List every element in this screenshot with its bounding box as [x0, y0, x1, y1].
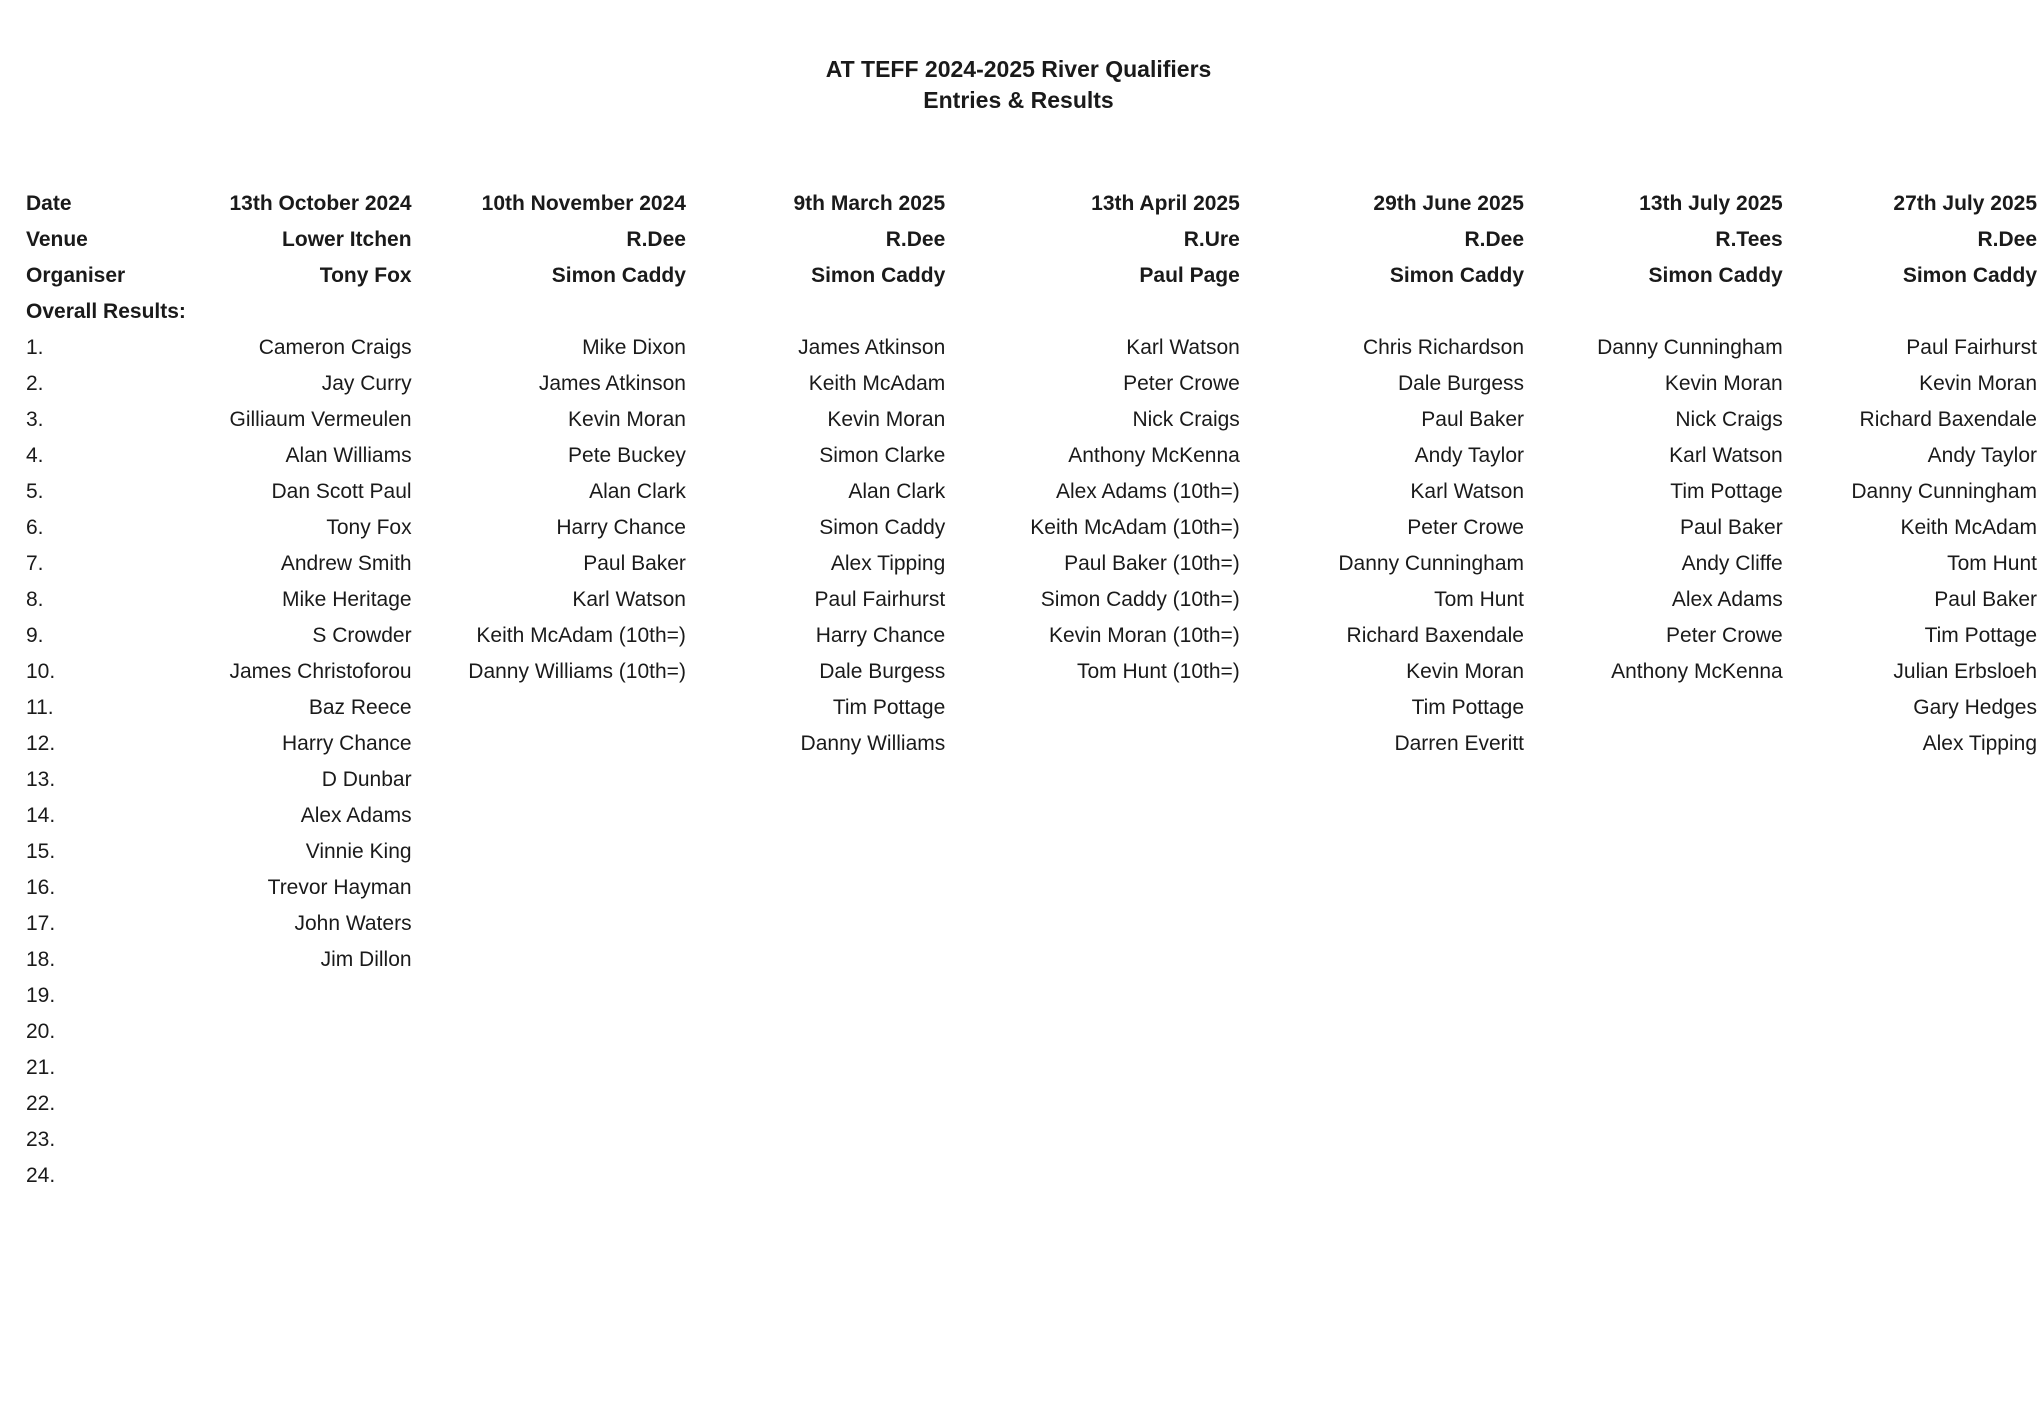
- empty-cell: [1783, 1086, 2037, 1122]
- empty-cell: [186, 978, 412, 1014]
- empty-cell: [686, 942, 945, 978]
- result-cell: Peter Crowe: [1407, 516, 1524, 539]
- result-cell: Peter Crowe: [1666, 624, 1783, 647]
- result-cell: Alex Tipping: [830, 552, 946, 575]
- result-cell: Kevin Moran: [827, 408, 946, 431]
- result-cell: Paul Baker: [1934, 588, 2037, 611]
- empty-cell: [686, 906, 945, 942]
- empty-cell: [1240, 870, 1524, 906]
- rank-label: 13.: [26, 768, 56, 791]
- result-cell: Tim Pottage: [1924, 624, 2037, 647]
- result-cell: Keith McAdam: [808, 372, 946, 395]
- empty-cell: [186, 1014, 412, 1050]
- rank-label: 12.: [26, 732, 56, 755]
- result-cell: Alan Clark: [589, 480, 686, 503]
- empty-cell: [686, 978, 945, 1014]
- empty-cell: [1783, 942, 2037, 978]
- empty-cell: [945, 1122, 1240, 1158]
- empty-cell: [686, 870, 945, 906]
- empty-cell: [686, 1122, 945, 1158]
- result-cell: Danny Cunningham: [1338, 552, 1524, 575]
- rank-label: 22.: [26, 1092, 56, 1115]
- empty-cell: [1524, 690, 1783, 726]
- result-row-6: [26, 510, 2037, 546]
- venue-cell: R.Dee: [1464, 228, 1524, 251]
- rank-label: 24.: [26, 1164, 56, 1187]
- result-cell: Dan Scott Paul: [271, 480, 412, 503]
- empty-cell: [1524, 1122, 1783, 1158]
- empty-cell: [686, 1086, 945, 1122]
- empty-cell: [1524, 942, 1783, 978]
- organiser-cell: Simon Caddy: [1389, 264, 1524, 287]
- result-cell: Tom Hunt: [1434, 588, 1524, 611]
- result-cell: Julian Erbsloeh: [1893, 660, 2037, 683]
- empty-cell: [945, 942, 1240, 978]
- empty-cell: [945, 978, 1240, 1014]
- result-cell: Gary Hedges: [1913, 696, 2037, 719]
- empty-cell: [1240, 1158, 1524, 1194]
- empty-cell: [1240, 942, 1524, 978]
- result-cell: Alex Adams (10th=): [1055, 480, 1240, 503]
- rank-label: 20.: [26, 1020, 56, 1043]
- empty-cell: [412, 762, 686, 798]
- result-cell: Keith McAdam (10th=): [1030, 516, 1240, 539]
- rank-label: 16.: [26, 876, 56, 899]
- empty-cell: [412, 978, 686, 1014]
- empty-cell: [1524, 1086, 1783, 1122]
- result-cell: Karl Watson: [572, 588, 686, 611]
- empty-cell: [945, 1158, 1240, 1194]
- result-cell: Pete Buckey: [568, 444, 686, 467]
- result-row-23: [26, 1122, 2037, 1158]
- result-cell: Danny Williams (10th=): [468, 660, 686, 683]
- rank-label: 1.: [26, 336, 44, 359]
- result-cell: Peter Crowe: [1123, 372, 1240, 395]
- result-row-10: [26, 654, 2037, 690]
- result-cell: Kevin Moran: [1406, 660, 1524, 683]
- result-cell: Paul Fairhurst: [1906, 336, 2037, 359]
- organiser-cell: Simon Caddy: [811, 264, 946, 287]
- result-row-22: [26, 1086, 2037, 1122]
- result-row-16: [26, 870, 2037, 906]
- rank-label: 3.: [26, 408, 44, 431]
- result-cell: Alex Tipping: [1922, 732, 2037, 755]
- result-row-2: [26, 366, 2037, 402]
- result-cell: Anthony McKenna: [1068, 444, 1240, 467]
- empty-cell: [1240, 1122, 1524, 1158]
- page-title-line1: AT TEFF 2024-2025 River Qualifiers: [825, 56, 1212, 82]
- empty-cell: [686, 1158, 945, 1194]
- result-cell: Danny Williams: [800, 732, 946, 755]
- result-cell: Tom Hunt (10th=): [1076, 660, 1240, 683]
- result-cell: Dale Burgess: [819, 660, 946, 683]
- result-cell: Nick Craigs: [1132, 408, 1240, 431]
- rank-label: 8.: [26, 588, 44, 611]
- empty-cell: [1524, 870, 1783, 906]
- result-cell: Paul Baker (10th=): [1064, 552, 1240, 575]
- empty-cell: [945, 726, 1240, 762]
- empty-cell: [1783, 762, 2037, 798]
- empty-cell: [412, 834, 686, 870]
- empty-cell: [1783, 1158, 2037, 1194]
- venue-row: [26, 222, 2037, 258]
- organiser-cell: Tony Fox: [319, 264, 412, 287]
- rank-label: 2.: [26, 372, 44, 395]
- result-row-11: [26, 690, 2037, 726]
- empty-cell: [1240, 1050, 1524, 1086]
- empty-cell: [1783, 978, 2037, 1014]
- rank-label: 17.: [26, 912, 56, 935]
- result-cell: Kevin Moran: [568, 408, 686, 431]
- result-cell: Mike Dixon: [582, 336, 686, 359]
- empty-cell: [1240, 1014, 1524, 1050]
- empty-cell: [412, 1086, 686, 1122]
- empty-cell: [945, 1014, 1240, 1050]
- result-cell: Baz Reece: [308, 696, 412, 719]
- result-cell: Richard Baxendale: [1346, 624, 1524, 647]
- result-cell: Harry Chance: [556, 516, 686, 539]
- venue-cell: R.Dee: [885, 228, 946, 251]
- empty-cell: [1783, 1014, 2037, 1050]
- result-cell: Paul Baker: [583, 552, 686, 575]
- empty-cell: [1524, 978, 1783, 1014]
- result-cell: James Atkinson: [798, 336, 946, 359]
- result-row-15: [26, 834, 2037, 870]
- empty-cell: [945, 762, 1240, 798]
- result-cell: Simon Caddy: [819, 516, 946, 539]
- rank-label: 6.: [26, 516, 44, 539]
- empty-cell: [945, 798, 1240, 834]
- result-row-7: [26, 546, 2037, 582]
- overall-results-row: [26, 294, 2037, 330]
- page-title-line2: Entries & Results: [923, 87, 1114, 113]
- empty-cell: [945, 834, 1240, 870]
- result-cell: Jim Dillon: [320, 948, 412, 971]
- result-cell: D Dunbar: [321, 768, 412, 791]
- result-row-8: [26, 582, 2037, 618]
- result-cell: Andrew Smith: [280, 552, 412, 575]
- empty-cell: [1783, 834, 2037, 870]
- result-cell: Anthony McKenna: [1611, 660, 1783, 683]
- empty-cell: [1240, 798, 1524, 834]
- result-cell: Kevin Moran (10th=): [1048, 624, 1240, 647]
- result-cell: Harry Chance: [282, 732, 412, 755]
- result-cell: Karl Watson: [1126, 336, 1240, 359]
- result-cell: Andy Cliffe: [1681, 552, 1783, 575]
- rank-label: 9.: [26, 624, 44, 647]
- empty-cell: [1524, 1050, 1783, 1086]
- rank-label: 5.: [26, 480, 44, 503]
- organiser-cell: Simon Caddy: [551, 264, 686, 287]
- empty-cell: [412, 1050, 686, 1086]
- empty-cell: [1240, 1086, 1524, 1122]
- empty-cell: [1240, 978, 1524, 1014]
- organiser-cell: Paul Page: [1139, 264, 1240, 287]
- page-title: [0, 54, 2037, 116]
- empty-cell: [412, 690, 686, 726]
- empty-cell: [1524, 1014, 1783, 1050]
- result-cell: Trevor Hayman: [267, 876, 412, 899]
- result-cell: Simon Caddy (10th=): [1040, 588, 1240, 611]
- result-row-20: [26, 1014, 2037, 1050]
- venue-cell: Lower Itchen: [282, 228, 412, 251]
- date-cell: 29th June 2025: [1373, 192, 1524, 215]
- empty-cell: [686, 1050, 945, 1086]
- result-cell: Alan Clark: [848, 480, 946, 503]
- result-cell: Kevin Moran: [1664, 372, 1783, 395]
- venue-cell: R.Tees: [1715, 228, 1783, 251]
- rank-label: 7.: [26, 552, 44, 575]
- result-cell: Gilliaum Vermeulen: [229, 408, 412, 431]
- empty-cell: [1524, 834, 1783, 870]
- result-cell: Alan Williams: [285, 444, 412, 467]
- rank-label: 19.: [26, 984, 56, 1007]
- empty-cell: [1240, 906, 1524, 942]
- rank-label: 21.: [26, 1056, 56, 1079]
- empty-cell: [945, 690, 1240, 726]
- empty-cell: [686, 294, 945, 330]
- rank-label: 15.: [26, 840, 56, 863]
- result-cell: Andy Taylor: [1927, 444, 2037, 467]
- organiser-cell: Simon Caddy: [1648, 264, 1783, 287]
- date-cell: 13th October 2024: [229, 192, 412, 215]
- empty-cell: [412, 942, 686, 978]
- empty-cell: [1524, 726, 1783, 762]
- result-cell: Alex Adams: [1671, 588, 1783, 611]
- result-cell: Karl Watson: [1669, 444, 1783, 467]
- result-cell: Cameron Craigs: [258, 336, 412, 359]
- result-cell: Tim Pottage: [1411, 696, 1524, 719]
- result-cell: Andy Taylor: [1414, 444, 1524, 467]
- overall-results-label: Overall Results:: [26, 300, 186, 323]
- result-row-1: [26, 330, 2037, 366]
- empty-cell: [686, 762, 945, 798]
- rank-label: 14.: [26, 804, 56, 827]
- empty-cell: [186, 1050, 412, 1086]
- empty-cell: [1524, 1158, 1783, 1194]
- empty-cell: [945, 870, 1240, 906]
- result-row-17: [26, 906, 2037, 942]
- empty-cell: [1240, 834, 1524, 870]
- date-cell: 27th July 2025: [1893, 192, 2037, 215]
- organiser-row: [26, 258, 2037, 294]
- empty-cell: [686, 1014, 945, 1050]
- rank-label: 23.: [26, 1128, 56, 1151]
- result-cell: Darren Everitt: [1394, 732, 1524, 755]
- result-cell: Keith McAdam: [1900, 516, 2037, 539]
- result-cell: Paul Fairhurst: [814, 588, 946, 611]
- result-cell: Tom Hunt: [1947, 552, 2037, 575]
- empty-cell: [945, 906, 1240, 942]
- rank-label: 11.: [26, 696, 54, 719]
- empty-cell: [186, 1086, 412, 1122]
- result-row-24: [26, 1158, 2037, 1194]
- result-cell: Danny Cunningham: [1597, 336, 1783, 359]
- empty-cell: [1524, 906, 1783, 942]
- empty-cell: [1783, 1050, 2037, 1086]
- result-cell: Mike Heritage: [282, 588, 412, 611]
- result-cell: Richard Baxendale: [1859, 408, 2037, 431]
- result-cell: Dale Burgess: [1397, 372, 1524, 395]
- venue-cell: R.Dee: [1977, 228, 2037, 251]
- result-cell: Danny Cunningham: [1851, 480, 2037, 503]
- result-cell: S Crowder: [312, 624, 412, 647]
- rank-label: 10.: [26, 660, 56, 683]
- result-row-18: [26, 942, 2037, 978]
- result-row-4: [26, 438, 2037, 474]
- date-cell: 13th April 2025: [1091, 192, 1240, 215]
- empty-cell: [412, 294, 686, 330]
- result-row-3: [26, 402, 2037, 438]
- empty-cell: [686, 834, 945, 870]
- rank-label: 18.: [26, 948, 56, 971]
- date-cell: 13th July 2025: [1639, 192, 1783, 215]
- empty-cell: [412, 1158, 686, 1194]
- date-row: [26, 186, 2037, 222]
- result-row-14: [26, 798, 2037, 834]
- result-cell: Tim Pottage: [832, 696, 946, 719]
- result-cell: Chris Richardson: [1362, 336, 1524, 359]
- empty-cell: [412, 726, 686, 762]
- result-cell: Vinnie King: [305, 840, 412, 863]
- empty-cell: [945, 294, 1240, 330]
- results-table: [26, 186, 2037, 1194]
- result-row-19: [26, 978, 2037, 1014]
- result-cell: Paul Baker: [1680, 516, 1783, 539]
- empty-cell: [186, 1158, 412, 1194]
- empty-cell: [1524, 762, 1783, 798]
- venue-cell: R.Dee: [626, 228, 686, 251]
- empty-cell: [1240, 762, 1524, 798]
- venue-row-label: Venue: [26, 228, 88, 251]
- result-row-13: [26, 762, 2037, 798]
- result-row-9: [26, 618, 2037, 654]
- empty-cell: [412, 870, 686, 906]
- empty-cell: [412, 1122, 686, 1158]
- result-cell: Tim Pottage: [1670, 480, 1783, 503]
- result-cell: Jay Curry: [321, 372, 412, 395]
- result-cell: Tony Fox: [326, 516, 412, 539]
- result-cell: James Christoforou: [229, 660, 412, 683]
- empty-cell: [412, 1014, 686, 1050]
- empty-cell: [1783, 1122, 2037, 1158]
- empty-cell: [945, 1050, 1240, 1086]
- result-cell: Simon Clarke: [819, 444, 946, 467]
- empty-cell: [1240, 294, 1524, 330]
- empty-cell: [1524, 294, 1783, 330]
- result-cell: John Waters: [294, 912, 412, 935]
- result-cell: James Atkinson: [538, 372, 686, 395]
- organiser-row-label: Organiser: [26, 264, 126, 287]
- empty-cell: [186, 294, 412, 330]
- empty-cell: [1783, 798, 2037, 834]
- result-row-12: [26, 726, 2037, 762]
- rank-label: 4.: [26, 444, 44, 467]
- date-cell: 9th March 2025: [793, 192, 946, 215]
- result-cell: Nick Craigs: [1675, 408, 1783, 431]
- empty-cell: [1783, 294, 2037, 330]
- result-row-5: [26, 474, 2037, 510]
- empty-cell: [186, 1122, 412, 1158]
- empty-cell: [945, 1086, 1240, 1122]
- empty-cell: [1524, 798, 1783, 834]
- result-cell: Alex Adams: [300, 804, 412, 827]
- result-cell: Keith McAdam (10th=): [476, 624, 686, 647]
- empty-cell: [412, 906, 686, 942]
- date-row-label: Date: [26, 192, 72, 215]
- empty-cell: [1783, 906, 2037, 942]
- result-cell: Paul Baker: [1421, 408, 1524, 431]
- result-cell: Kevin Moran: [1919, 372, 2037, 395]
- empty-cell: [686, 798, 945, 834]
- result-row-21: [26, 1050, 2037, 1086]
- result-cell: Harry Chance: [815, 624, 946, 647]
- empty-cell: [1783, 870, 2037, 906]
- organiser-cell: Simon Caddy: [1902, 264, 2037, 287]
- venue-cell: R.Ure: [1183, 228, 1240, 251]
- result-cell: Karl Watson: [1410, 480, 1524, 503]
- empty-cell: [412, 798, 686, 834]
- date-cell: 10th November 2024: [481, 192, 686, 215]
